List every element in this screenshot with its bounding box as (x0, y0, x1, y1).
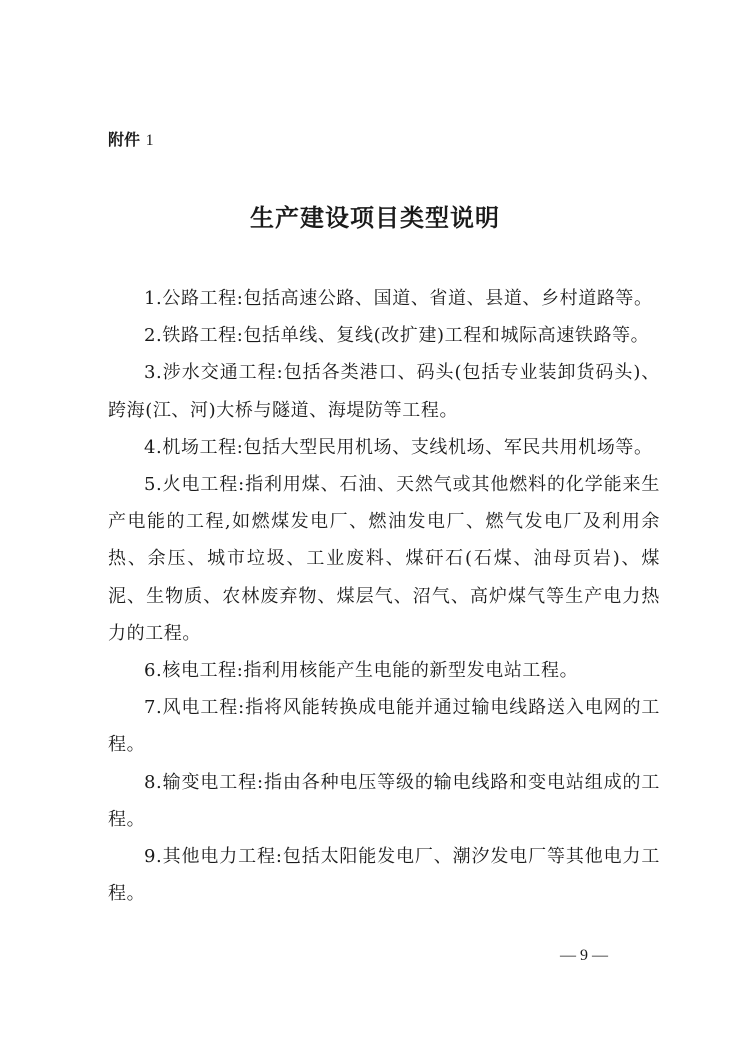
paragraph-airport: 4.机场工程:包括大型民用机场、支线机场、军民共用机场等。 (144, 436, 653, 458)
paragraph-railway: 2.铁路工程:包括单线、复线(改扩建)工程和城际高速铁路等。 (144, 325, 650, 347)
paragraph-wind-power: 7.风电工程:指将风能转换成电能并通过输电线路送入电网的工程。 (108, 697, 660, 756)
attachment-label (108, 128, 154, 153)
paragraph-power-transmission: 8.输变电工程:指由各种电压等级的输电线路和变电站组成的工程。 (108, 771, 660, 830)
paragraph-water-transport: 3.涉水交通工程:包括各类港口、码头(包括专业装卸货码头)、跨海(江、河)大桥与隧道、海堤防等工程。 (108, 362, 660, 421)
paragraph-nuclear-power: 6.核电工程:指利用核能产生电能的新型发电站工程。 (144, 660, 579, 682)
document-body (108, 280, 660, 912)
attachment-label-text: 附件 (108, 130, 141, 149)
attachment-number: 1 (145, 132, 154, 149)
page-number: — 9 — (560, 947, 608, 964)
paragraph-highway: 1.公路工程:包括高速公路、国道、省道、县道、乡村道路等。 (144, 288, 653, 309)
page-title: 生产建设项目类型说明 (250, 204, 500, 232)
paragraph-thermal-power: 5.火电工程:指利用煤、石油、天然气或其他燃料的化学能来生产电能的工程,如燃煤发电厂、燃油发电厂、燃气发电厂及利用余热、余压、城市垃圾、工业废料、煤矸石(石煤、油母页岩)、煤泥、生物质、农林废弃物、煤层气、沼气、高炉煤气等生产电力热力的工程。 (108, 474, 660, 644)
paragraph-other-power: 9.其他电力工程:包括太阳能发电厂、潮汐发电厂等其他电力工程。 (108, 846, 660, 905)
